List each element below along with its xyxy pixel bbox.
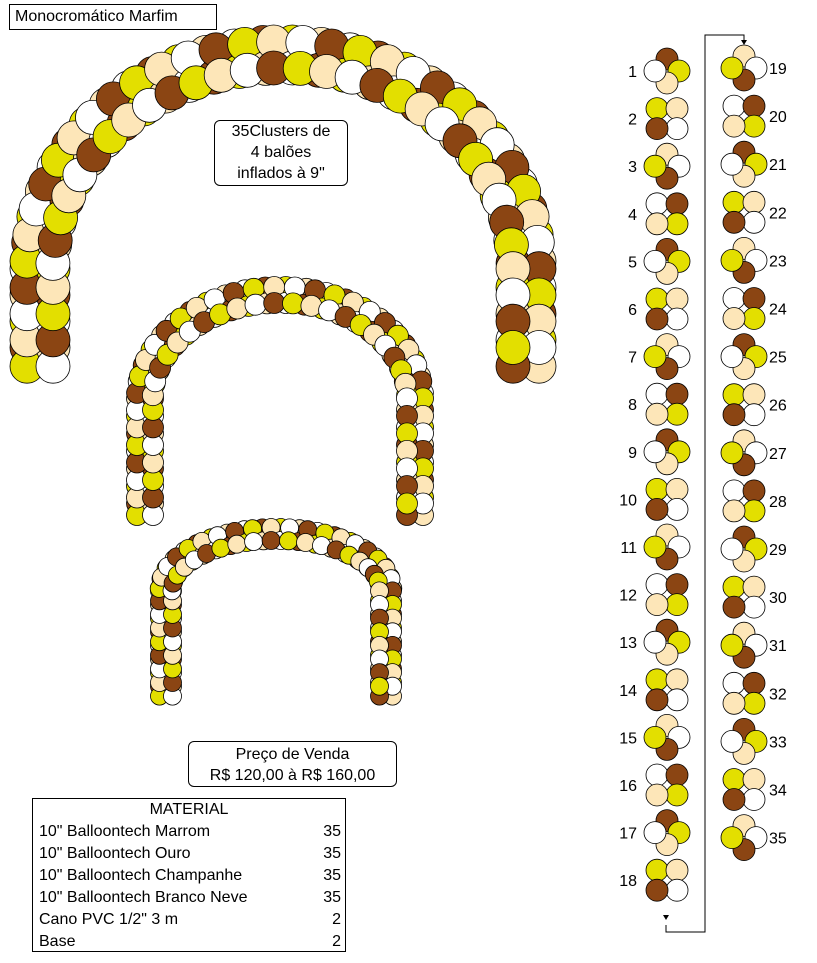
cluster-balloon (666, 594, 688, 616)
cluster-20 (723, 95, 787, 137)
cluster-number: 31 (769, 638, 787, 656)
cluster-balloon (723, 191, 745, 213)
cluster-balloon (646, 764, 668, 786)
cluster-28 (723, 480, 787, 522)
cluster-balloon (723, 404, 745, 426)
cluster-balloon (646, 689, 668, 711)
cluster-balloon (743, 500, 765, 522)
cluster-balloon (666, 879, 688, 901)
cluster-balloon (743, 692, 765, 714)
cluster-balloon (721, 538, 743, 560)
cluster-balloon (646, 403, 668, 425)
material-qty: 35 (323, 889, 341, 906)
cluster-number: 15 (619, 730, 637, 748)
cluster-number: 10 (619, 492, 637, 510)
cluster-number: 35 (769, 830, 787, 848)
cluster-18 (619, 859, 688, 901)
cluster-balloon (723, 692, 745, 714)
cluster-6 (628, 288, 688, 330)
cluster-balloon (644, 726, 666, 748)
cluster-19 (721, 45, 787, 91)
cluster-number: 23 (769, 253, 787, 271)
cluster-number: 8 (628, 397, 637, 415)
material-name: Base (39, 933, 76, 950)
material-table (32, 798, 346, 952)
cluster-balloon (743, 576, 765, 598)
cluster-balloon (646, 118, 668, 140)
cluster-balloon (666, 383, 688, 405)
cluster-number: 11 (620, 540, 637, 557)
cluster-27 (721, 430, 787, 476)
cluster-number: 12 (619, 587, 637, 605)
cluster-note-line-1 (215, 121, 347, 142)
cluster-balloon (723, 115, 745, 137)
cluster-balloon (743, 672, 765, 694)
cluster-29 (721, 526, 787, 572)
cluster-balloon (666, 98, 688, 120)
cluster-30 (723, 576, 787, 618)
cluster-number: 6 (628, 302, 637, 319)
cluster-balloon (644, 822, 666, 844)
cluster-17 (619, 810, 690, 856)
cluster-number: 34 (769, 782, 787, 800)
page-title-text: Monocromático Marfim (15, 8, 178, 25)
material-row (33, 909, 345, 931)
cluster-balloon (666, 403, 688, 425)
material-name: 10" Balloontech Marrom (39, 823, 211, 840)
cluster-balloon (743, 191, 765, 213)
cluster-balloon (666, 574, 688, 596)
cluster-number: 20 (769, 109, 787, 127)
cluster-23 (721, 237, 787, 283)
material-qty: 2 (332, 933, 341, 950)
cluster-number: 14 (619, 682, 637, 700)
cluster-balloon (721, 249, 743, 271)
cluster-2 (628, 98, 688, 140)
cluster-balloon (646, 594, 668, 616)
cluster-balloon (723, 95, 745, 117)
cluster-balloon (723, 789, 745, 811)
price-label: Preço de Venda (235, 746, 350, 763)
cluster-balloon (721, 153, 743, 175)
cluster-number: 29 (769, 542, 787, 559)
material-qty: 35 (323, 823, 341, 840)
cluster-balloon (646, 308, 668, 330)
cluster-14 (619, 669, 688, 711)
cluster-balloon (646, 669, 668, 691)
cluster-balloon (743, 480, 765, 502)
cluster-number: 5 (628, 254, 637, 272)
cluster-balloon (743, 211, 765, 233)
cluster-22 (723, 191, 787, 233)
cluster-number: 26 (769, 397, 787, 415)
cluster-number: 4 (628, 206, 637, 224)
cluster-13 (619, 619, 690, 665)
cluster-24 (723, 288, 787, 330)
material-row (33, 931, 345, 953)
cluster-balloon (644, 536, 666, 558)
material-name: 10" Balloontech Ouro (39, 845, 191, 862)
arrow-head (663, 915, 669, 920)
cluster-balloon (723, 308, 745, 330)
cluster-balloon (721, 57, 743, 79)
cluster-balloon (644, 346, 666, 368)
cluster-16 (619, 764, 688, 806)
cluster-balloon (666, 478, 688, 500)
cluster-number: 27 (769, 445, 787, 463)
cluster-balloon (666, 213, 688, 235)
cluster-balloon (646, 859, 668, 881)
material-row (33, 821, 345, 843)
cluster-note-line-3: inflados à 9" (237, 165, 325, 182)
cluster-8 (628, 383, 688, 425)
cluster-number: 28 (769, 493, 787, 511)
material-name: 10" Balloontech Champanhe (39, 867, 243, 884)
cluster-number: 7 (628, 349, 637, 367)
cluster-34 (723, 769, 787, 811)
cluster-balloon (646, 498, 668, 520)
material-row (33, 843, 345, 865)
cluster-note-text-1: Clusters de (249, 123, 331, 140)
cluster-count: 35 (231, 123, 250, 140)
material-qty: 35 (323, 845, 341, 862)
cluster-31 (721, 622, 787, 668)
cluster-number: 2 (628, 111, 637, 129)
cluster-balloon (666, 689, 688, 711)
cluster-9 (628, 429, 690, 475)
cluster-balloon (646, 879, 668, 901)
cluster-balloon (743, 308, 765, 330)
cluster-number: 1 (628, 64, 637, 81)
cluster-balloon (723, 672, 745, 694)
cluster-11 (620, 524, 690, 570)
cluster-number: 33 (769, 734, 787, 752)
cluster-balloon (743, 769, 765, 791)
cluster-balloon (723, 480, 745, 502)
cluster-number: 13 (619, 635, 637, 653)
cluster-balloon (646, 98, 668, 120)
cluster-balloon (646, 193, 668, 215)
cluster-note (214, 120, 348, 186)
cluster-number: 9 (628, 444, 637, 462)
cluster-balloon (743, 115, 765, 137)
cluster-balloon (721, 827, 743, 849)
cluster-number: 21 (769, 157, 787, 175)
cluster-number: 16 (619, 778, 637, 795)
cluster-12 (619, 574, 688, 616)
cluster-balloon (723, 596, 745, 618)
cluster-number: 30 (769, 590, 787, 608)
material-name: Cano PVC 1/2" 3 m (39, 911, 179, 928)
cluster-balloon (723, 576, 745, 598)
material-qty: 35 (323, 867, 341, 884)
cluster-balloon (723, 288, 745, 310)
cluster-balloon (666, 288, 688, 310)
cluster-number: 3 (628, 159, 637, 177)
cluster-balloon (666, 859, 688, 881)
cluster-balloon (723, 384, 745, 406)
cluster-number: 25 (769, 349, 787, 367)
arrow-head (741, 40, 747, 45)
cluster-balloon (644, 631, 666, 653)
cluster-balloon (666, 764, 688, 786)
material-row (33, 887, 345, 909)
cluster-balloon (646, 288, 668, 310)
cluster-balloon (644, 441, 666, 463)
cluster-balloon (644, 250, 666, 272)
price-range: R$ 120,00 à R$ 160,00 (209, 767, 376, 784)
cluster-32 (723, 672, 787, 714)
cluster-note-line-2: 4 balões (250, 144, 312, 161)
cluster-balloon (646, 784, 668, 806)
material-header: MATERIAL (149, 801, 229, 818)
cluster-10 (619, 478, 688, 520)
cluster-number: 17 (619, 825, 637, 843)
cluster-21 (721, 141, 787, 187)
cluster-balloon (644, 155, 666, 177)
cluster-balloon (743, 95, 765, 117)
cluster-balloon (721, 346, 743, 368)
cluster-balloon (721, 634, 743, 656)
cluster-balloon (646, 478, 668, 500)
cluster-7 (628, 334, 690, 380)
page-title (9, 4, 217, 30)
material-row (33, 865, 345, 887)
cluster-balloon (644, 60, 666, 82)
cluster-number: 24 (769, 301, 787, 319)
cluster-balloon (743, 596, 765, 618)
cluster-balloon (666, 784, 688, 806)
cluster-4 (628, 193, 688, 235)
cluster-3 (628, 143, 690, 189)
cluster-number: 32 (769, 686, 787, 704)
cluster-15 (619, 714, 690, 760)
cluster-balloon (743, 288, 765, 310)
cluster-balloon (666, 669, 688, 691)
cluster-balloon (743, 404, 765, 426)
cluster-balloon (721, 442, 743, 464)
cluster-balloon (723, 211, 745, 233)
cluster-balloon (646, 574, 668, 596)
cluster-balloon (646, 383, 668, 405)
cluster-balloon (666, 498, 688, 520)
price-box (188, 741, 397, 787)
cluster-26 (723, 384, 787, 426)
material-name: 10" Balloontech Branco Neve (39, 889, 248, 906)
cluster-number: 22 (769, 205, 787, 223)
cluster-balloon (721, 730, 743, 752)
material-qty: 2 (332, 911, 341, 928)
cluster-balloon (723, 769, 745, 791)
cluster-balloon (666, 308, 688, 330)
cluster-balloon (666, 118, 688, 140)
cluster-balloon (743, 789, 765, 811)
cluster-balloon (666, 193, 688, 215)
cluster-25 (721, 334, 787, 380)
cluster-35 (721, 815, 787, 861)
cluster-balloon (646, 213, 668, 235)
cluster-number: 18 (619, 873, 637, 891)
cluster-1 (628, 48, 690, 94)
cluster-5 (628, 238, 690, 284)
cluster-balloon (723, 500, 745, 522)
cluster-33 (721, 718, 787, 764)
cluster-number: 19 (769, 61, 787, 78)
cluster-balloon (743, 384, 765, 406)
